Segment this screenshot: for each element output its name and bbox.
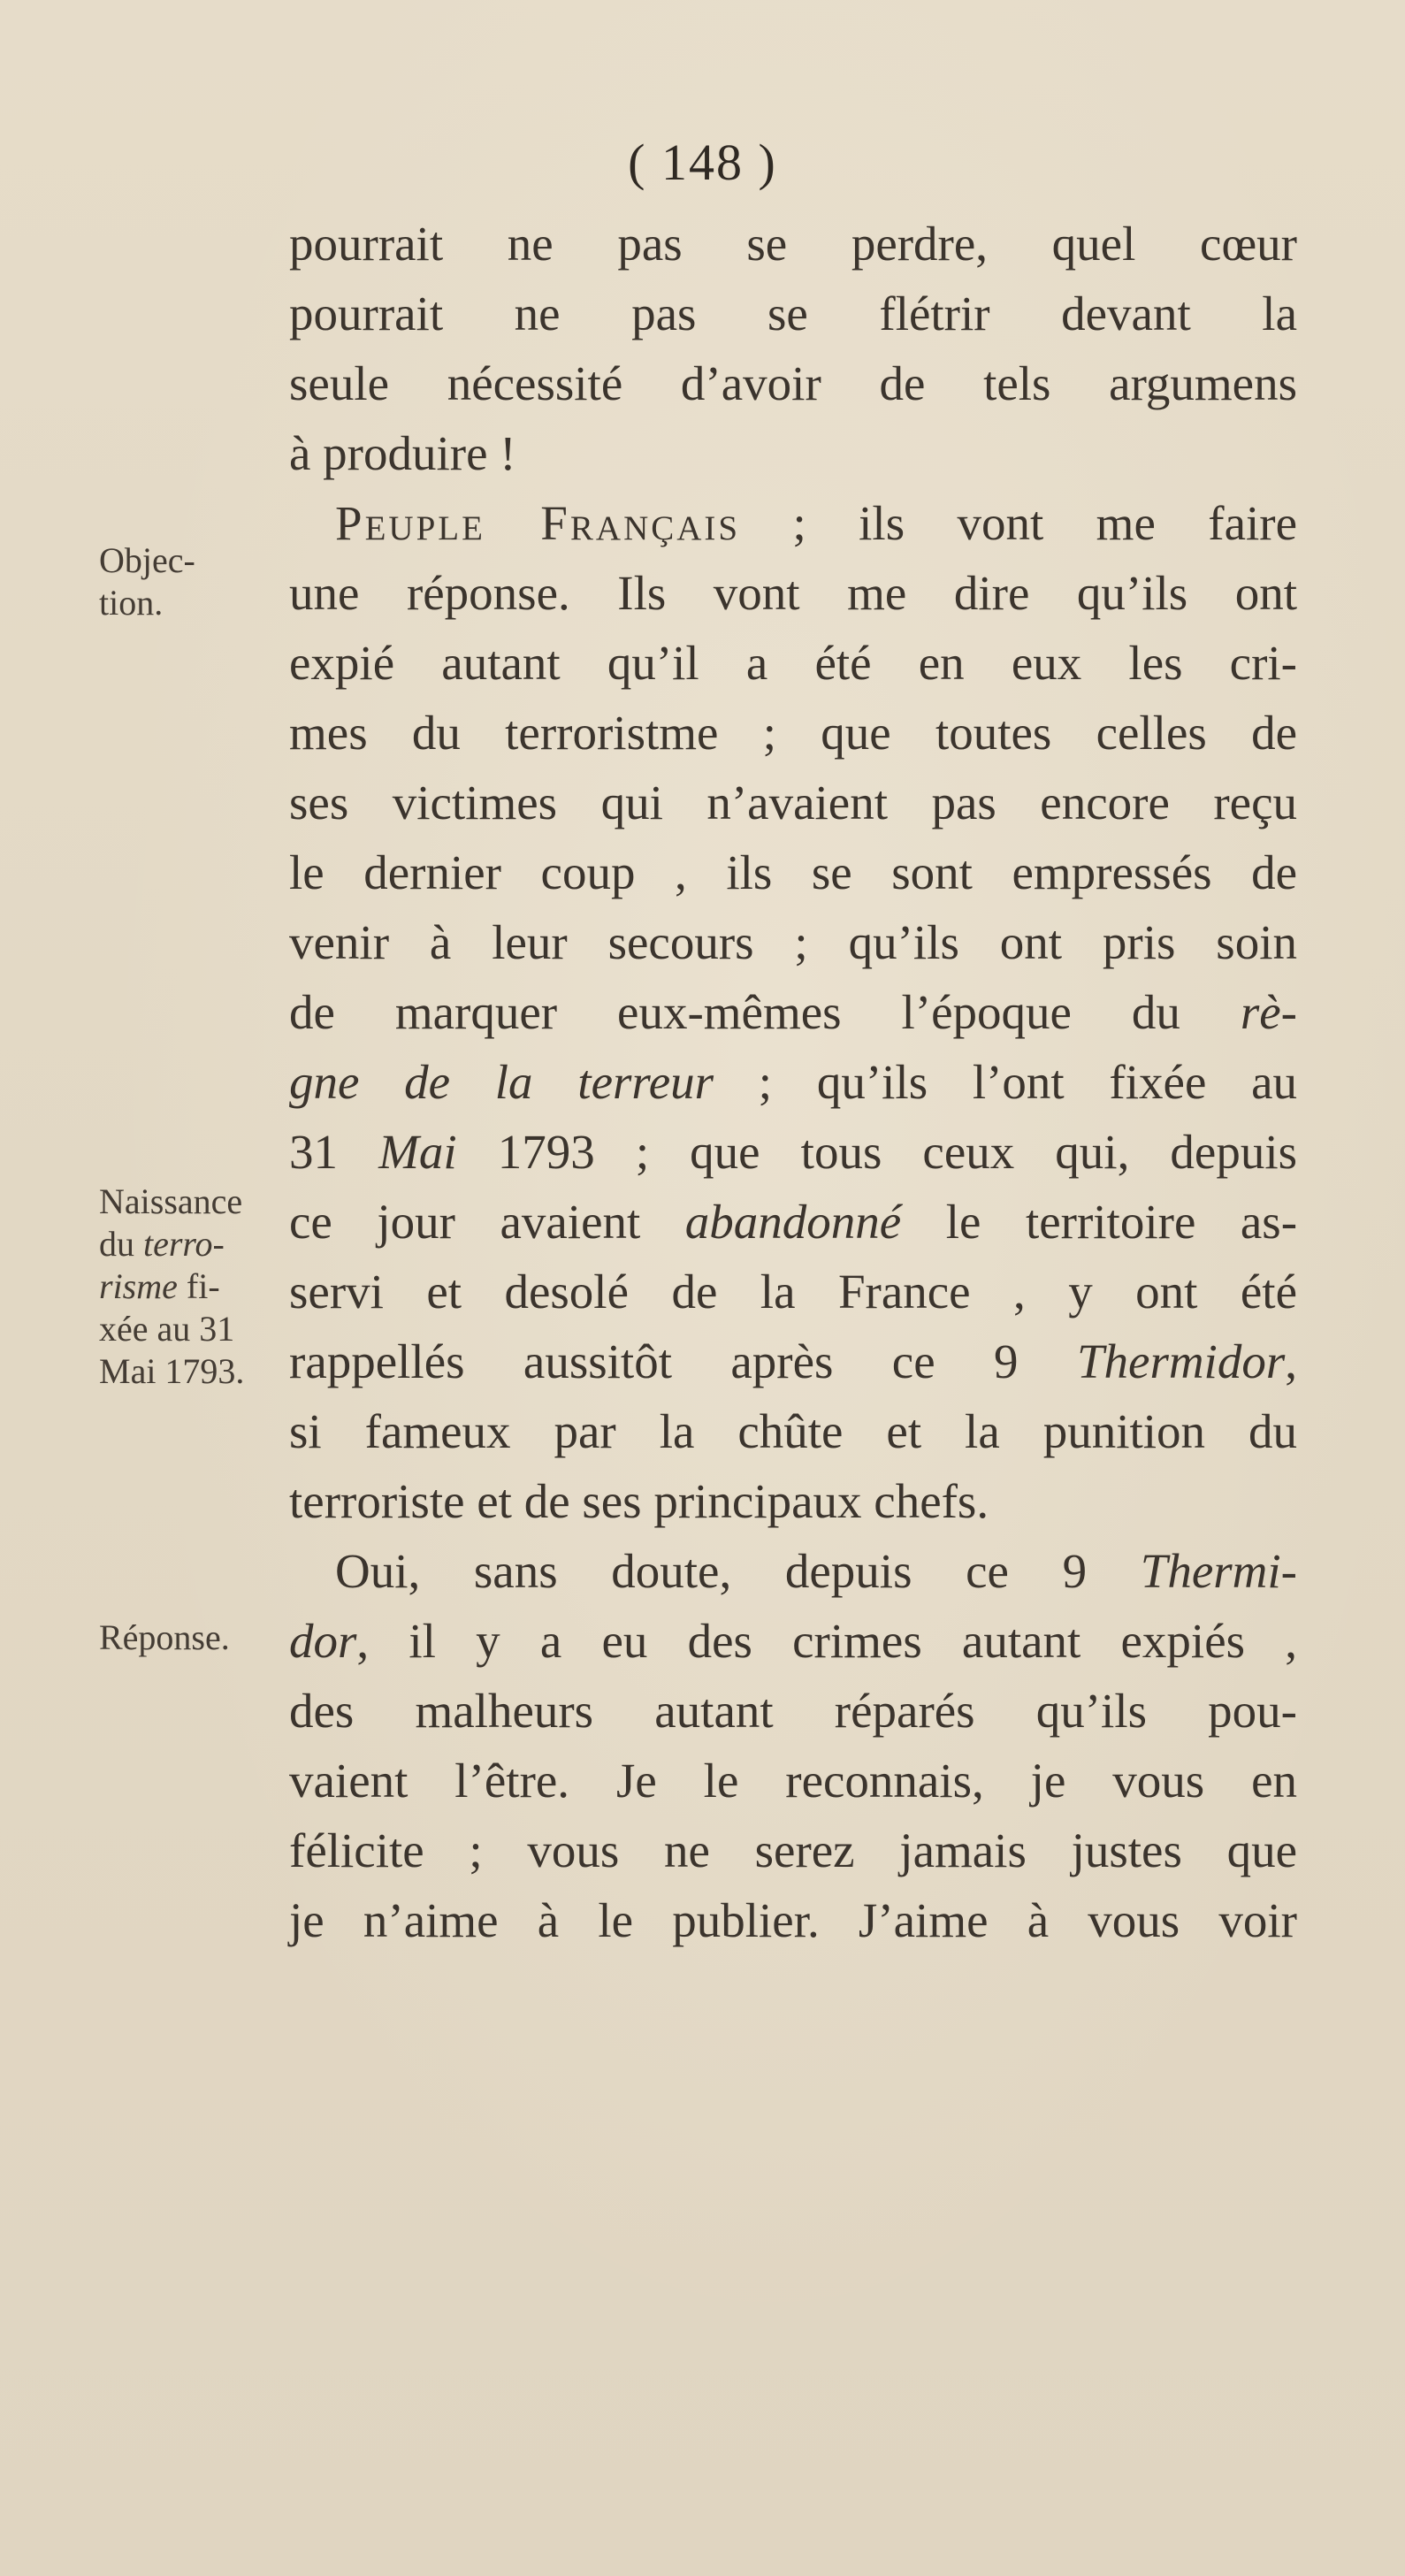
text-line (289, 488, 1297, 558)
text-line (289, 1815, 1297, 1885)
text-run: expié autant qu’il a été en eux les cri- (289, 636, 1297, 690)
margin-note-line (99, 1308, 289, 1350)
text-run: terroriste et de ses principaux chefs. (289, 1474, 989, 1528)
margin-note-objection (99, 539, 289, 624)
margin-note-line (99, 1223, 289, 1265)
text-run: de marquer eux-mêmes l’époque du (289, 985, 1241, 1039)
text-line (289, 1047, 1297, 1117)
margin-note-run: fi- (177, 1266, 220, 1306)
text-run: 1793 ; que tous ceux qui, depuis (456, 1125, 1298, 1179)
text-line (289, 1257, 1297, 1326)
text-run: le territoire as- (901, 1195, 1298, 1249)
text-run: je n’aime à le publier. J’aime à vous voir (289, 1893, 1297, 1947)
text-run: Peuple Français (335, 496, 741, 550)
text-run: félicite ; vous ne serez jamais justes que (289, 1823, 1297, 1877)
margin-note-reponse (99, 1617, 289, 1659)
margin-note-line (99, 1265, 289, 1308)
text-run: servi et desolé de la France , y ont été (289, 1265, 1297, 1319)
margin-note-run: terro- (143, 1224, 225, 1264)
text-run: ; ils vont me faire (740, 496, 1297, 550)
text-line (289, 1606, 1297, 1676)
margin-note-line: Objec- (99, 540, 195, 580)
text-line (289, 628, 1297, 698)
text-run: 31 (289, 1125, 379, 1179)
text-line (289, 698, 1297, 768)
margin-note-run: Mai 1793. (99, 1351, 245, 1391)
text-line (289, 907, 1297, 977)
text-line (289, 279, 1297, 348)
text-line (289, 977, 1297, 1047)
text-line (289, 1117, 1297, 1187)
body-text (289, 209, 1297, 1955)
text-run: Thermi- (1140, 1544, 1297, 1598)
text-line (289, 837, 1297, 907)
text-run: abandonné (684, 1195, 902, 1249)
text-run: à produire ! (289, 426, 516, 480)
text-run: si fameux par la chûte et la punition du (289, 1404, 1297, 1458)
text-line (289, 348, 1297, 418)
text-run: vaient l’être. Je le reconnais, je vous en (289, 1754, 1297, 1808)
text-run: une réponse. Ils vont me dire qu’ils ont (289, 566, 1297, 620)
margin-note-line: Réponse. (99, 1617, 230, 1657)
text-run: le dernier coup , ils se sont empressés de (289, 845, 1297, 899)
text-run: ses victimes qui n’avaient pas encore reçu (289, 776, 1297, 829)
text-line (289, 209, 1297, 279)
text-run: ; qu’ils l’ont fixée au (714, 1055, 1297, 1109)
text-run: , il y a eu des crimes autant expiés , (356, 1614, 1297, 1668)
text-run: seule nécessité d’avoir de tels argumens (289, 356, 1297, 410)
margin-note-line: tion. (99, 583, 164, 623)
text-line (289, 418, 1297, 488)
margin-note-naissance (99, 1181, 289, 1393)
text-run: ce jour avaient (289, 1195, 685, 1249)
text-run: pourrait ne pas se flétrir devant la (289, 287, 1297, 340)
text-line (289, 1536, 1297, 1606)
margin-note-run: Naissance (99, 1181, 243, 1221)
text-line (289, 1466, 1297, 1536)
text-run: venir à leur secours ; qu’ils ont pris soin (289, 915, 1297, 969)
text-line (289, 1326, 1297, 1396)
text-run: mes du terroristme ; que toutes celles de (289, 706, 1297, 760)
text-run: des malheurs autant réparés qu’ils pou- (289, 1684, 1297, 1738)
text-run: Mai (378, 1125, 457, 1179)
text-line (289, 1676, 1297, 1746)
text-run: rè- (1240, 985, 1297, 1039)
margin-note-line (99, 1350, 289, 1393)
text-line (289, 1746, 1297, 1815)
text-run: gne de la terreur (289, 1055, 714, 1109)
text-run: Thermidor (1076, 1334, 1286, 1388)
text-run: Oui, sans doute, depuis ce 9 (335, 1544, 1141, 1598)
text-line (289, 1396, 1297, 1466)
margin-note-run: du (99, 1224, 143, 1264)
margin-note-run: xée au 31 (99, 1309, 235, 1349)
text-run: , (1285, 1334, 1297, 1388)
margin-note-line (99, 1181, 289, 1223)
margin-note-run: risme (99, 1266, 178, 1306)
text-run: rappellés aussitôt après ce 9 (289, 1334, 1077, 1388)
text-line (289, 1187, 1297, 1257)
text-run: pourrait ne pas se perdre, quel cœur (289, 217, 1297, 271)
text-run: dor (289, 1614, 357, 1668)
page-number: ( 148 ) (628, 134, 777, 191)
text-line (289, 1885, 1297, 1955)
text-line (289, 558, 1297, 628)
text-line (289, 768, 1297, 837)
